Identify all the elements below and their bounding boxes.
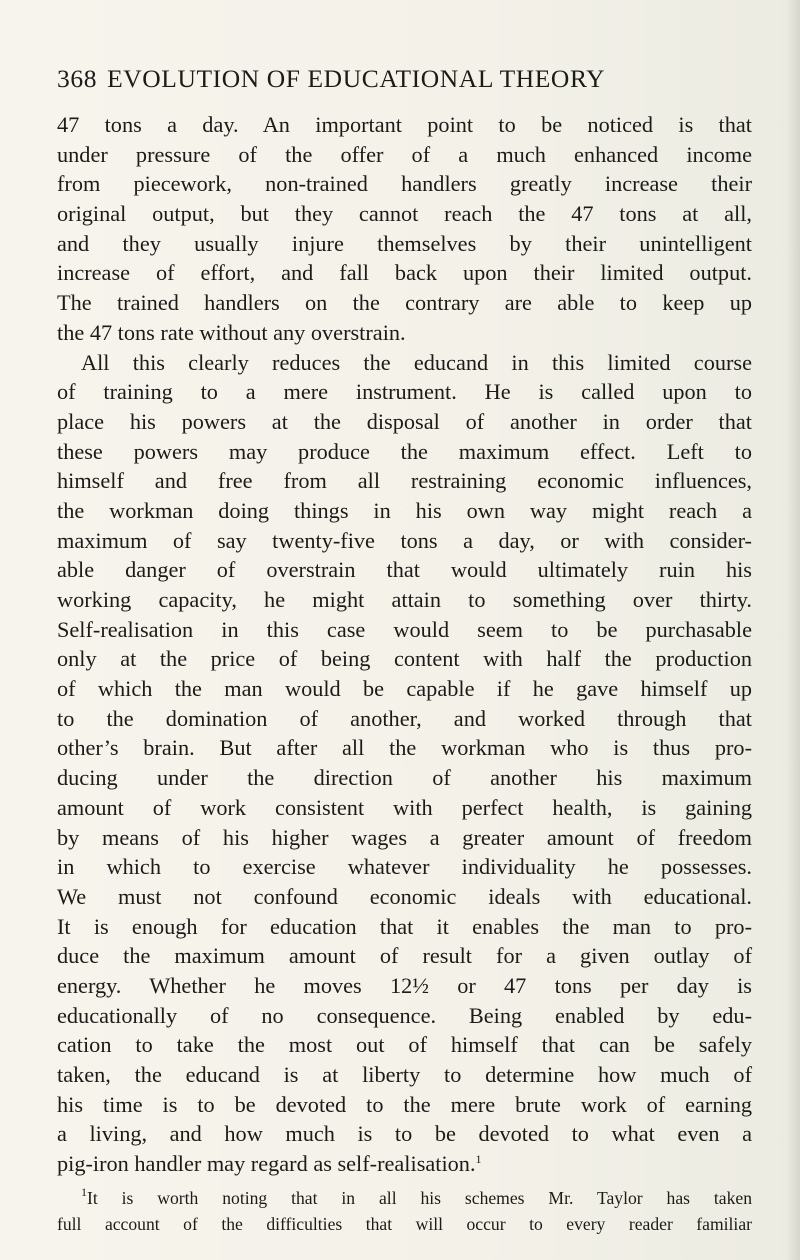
text-line: of which the man would be capable if he gave himself up	[57, 676, 752, 702]
footnote-marker: 1	[81, 1184, 87, 1199]
text-line-content: pig-iron handler may regard as self-realisation.	[57, 1151, 476, 1177]
text-line: increase of effort, and fall back upon their limited output.	[57, 260, 752, 286]
text-line: of training to a mere instrument. He is called upon to	[57, 379, 752, 405]
text-line: original output, but they cannot reach the 47 tons at all,	[57, 201, 752, 227]
running-header	[57, 64, 757, 94]
text-line: himself and free from all restraining economic influences,	[57, 468, 752, 494]
text-line: We must not confound economic ideals with educational.	[57, 883, 752, 909]
text-line: the 47 tons rate without any overstrain.	[57, 319, 406, 345]
text-line: duce the maximum amount of result for a given outlay of	[57, 943, 752, 969]
text-line: in which to exercise whatever individuality he possesses.	[57, 854, 752, 880]
text-line	[57, 1149, 752, 1179]
text-line: and they usually injure themselves by their unintelligent	[57, 230, 752, 256]
text-line: Self-realisation in this case would seem to be purchasable	[57, 616, 752, 642]
text-line: his time is to be devoted to the mere brute work of earning	[57, 1091, 752, 1117]
text-line: by means of his higher wages a greater amount of freedom	[57, 824, 752, 850]
text-line: place his powers at the disposal of another in order that	[57, 408, 752, 434]
footnote-reference: 1	[475, 1152, 482, 1167]
text-line: only at the price of being content with half the production	[57, 646, 752, 672]
text-line: 47 tons a day. An important point to be noticed is that	[57, 112, 752, 137]
footnote-line	[57, 1185, 752, 1211]
text-line: maximum of say twenty-five tons a day, or with consider-	[57, 527, 752, 553]
text-line: amount of work consistent with perfect health, is gaining	[57, 794, 752, 820]
text-line: The trained handlers on the contrary are able to keep up	[57, 290, 752, 316]
footnote-line: full account of the difficulties that will occur to every reader familiar	[57, 1213, 752, 1234]
body-text	[57, 110, 752, 1237]
text-line: taken, the educand is at liberty to determine how much of	[57, 1062, 752, 1087]
text-line: other’s brain. But after all the workman who is thus pro-	[57, 735, 752, 761]
text-line: able danger of overstrain that would ultimately ruin his	[57, 557, 752, 583]
text-line: All this clearly reduces the educand in this limited course	[81, 349, 752, 375]
text-line: these powers may produce the maximum effect. Left to	[57, 438, 752, 464]
page-edge-shadow	[786, 0, 800, 1260]
text-line: energy. Whether he moves 12½ or 47 tons per day is	[57, 972, 752, 998]
text-line: working capacity, he might attain to something over thirty.	[57, 587, 752, 612]
footnote-text: It is worth noting that in all his schemes Mr. Taylor has taken	[87, 1187, 752, 1208]
text-line: cation to take the most out of himself that can be safely	[57, 1032, 752, 1058]
text-line: It is enough for education that it enables the man to pro-	[57, 913, 752, 939]
text-line: the workman doing things in his own way might reach a	[57, 497, 752, 523]
text-line: under pressure of the offer of a much enhanced income	[57, 141, 752, 167]
text-line: from piecework, non-trained handlers greatly increase their	[57, 171, 752, 197]
text-line: educationally of no consequence. Being enabled by edu-	[57, 1002, 752, 1028]
page-number: 368	[57, 64, 98, 93]
running-title: EVOLUTION OF EDUCATIONAL THEORY	[107, 64, 606, 93]
text-line: to the domination of another, and worked through that	[57, 705, 752, 731]
text-line: ducing under the direction of another his maximum	[57, 765, 752, 791]
text-line: a living, and how much is to be devoted to what even a	[57, 1121, 752, 1147]
